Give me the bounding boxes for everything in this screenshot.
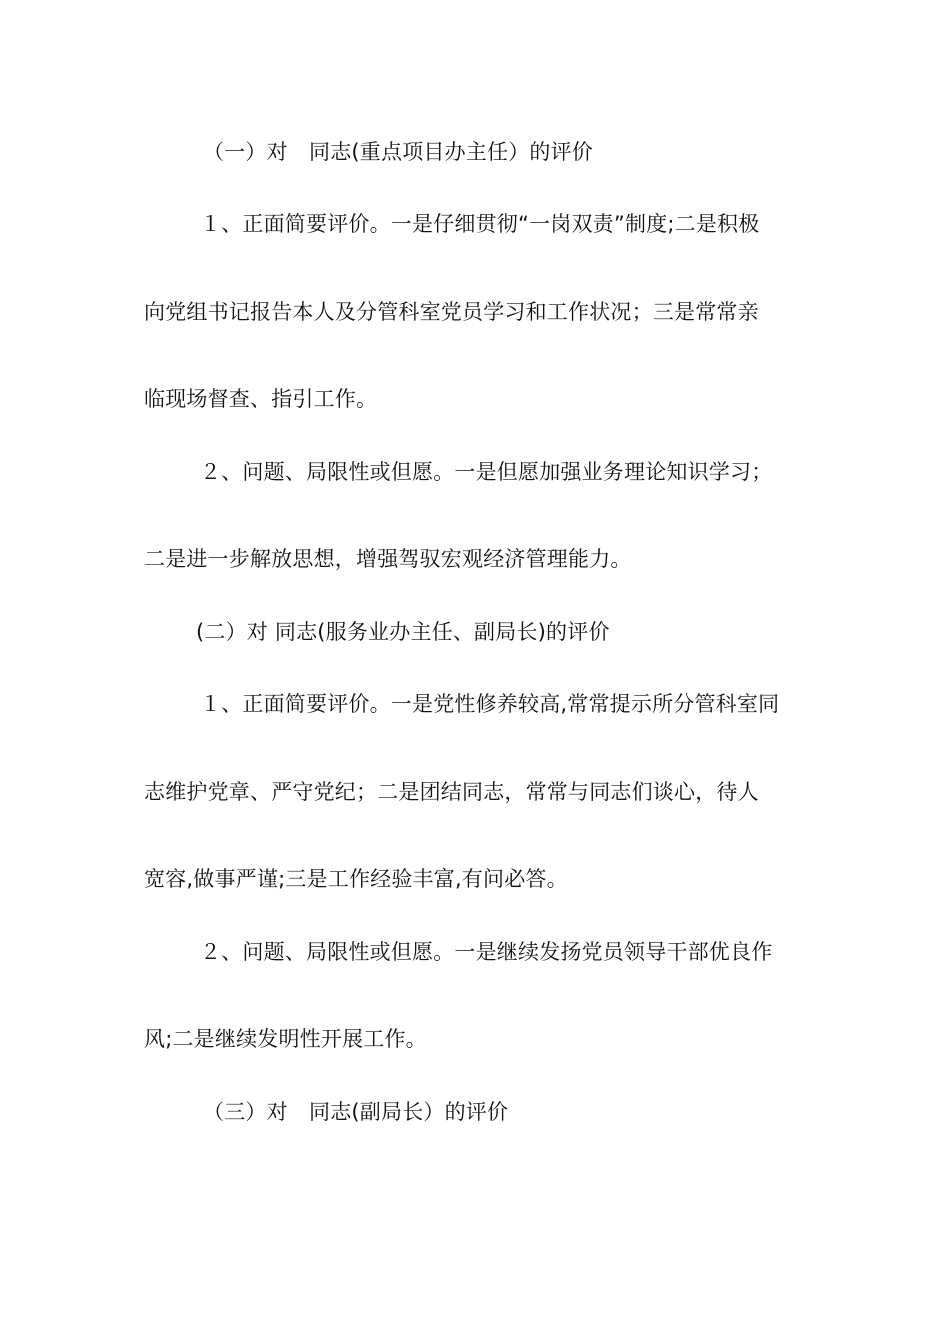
section-heading-2: (二）对 同志(服务业办主任、副局长)的评价 xyxy=(196,620,610,644)
paragraph-line: １、正面简要评价。一是党性修养较高,常常提示所分管科室同 xyxy=(200,692,780,716)
paragraph-line: 临现场督查、指引工作。 xyxy=(144,387,378,411)
paragraph-line: １、正面简要评价。一是仔细贯彻“一岗双责”制度;二是积极 xyxy=(200,212,760,236)
paragraph-line: ２、问题、局限性或但愿。一是但愿加强业务理论知识学习； xyxy=(200,460,773,484)
paragraph-line: ２、问题、局限性或但愿。一是继续发扬党员领导干部优良作 xyxy=(200,940,773,964)
section-heading-1: （一）对 同志(重点项目办主任）的评价 xyxy=(203,140,593,164)
paragraph-line: 向党组书记报告本人及分管科室党员学习和工作状况；三是常常亲 xyxy=(144,300,759,324)
section-heading-3: （三）对 同志(副局长）的评价 xyxy=(203,1100,509,1124)
paragraph-line: 二是进一步解放思想，增强驾驭宏观经济管理能力。 xyxy=(144,547,632,571)
paragraph-line: 风;二是继续发明性开展工作。 xyxy=(144,1027,427,1051)
paragraph-line: 宽容,做事严谨;三是工作经验丰富,有问必答。 xyxy=(144,867,568,891)
paragraph-line: 志维护党章、严守党纪；二是团结同志，常常与同志们谈心，待人 xyxy=(144,780,759,804)
